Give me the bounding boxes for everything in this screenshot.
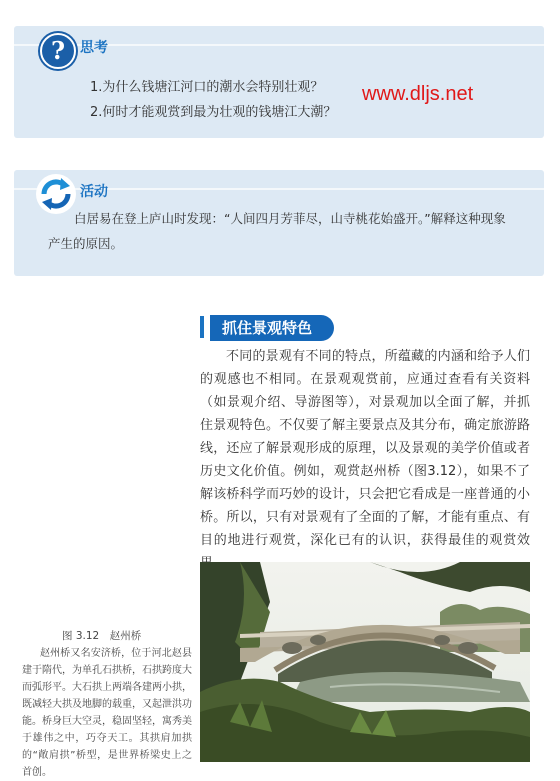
figure-caption: 赵州桥又名安济桥，位于河北赵县建于隋代，为单孔石拱桥，石拱跨度大而弧形平。大石拱上两端各建两小拱，既减轻大拱及地脚的载重，又起泄洪功能。桥身巨大空灵，稳固坚轻，寓秀美于雄伟之中，巧夺天工。其拱肩加拱的“敞肩拱”桥型，是世界桥梁史上之首创。 <box>22 648 192 778</box>
activity-box <box>14 170 544 276</box>
section-body: 不同的景观有不同的特点，所蕴藏的内涵和给予人们的观感也不相同。在景观观赏前，应通过查看有关资料（如景观介绍、导游图等），对景观加以全面了解，并抓住景观特色。不仅要了解主要景点及其分布，确定旅游路线，还应了解景观形成的原理，以及景观的美学价值或者历史文化价值。例如，观赏赵州桥（图3.12），如果不了解该桥科学而巧妙的设计，只会把它看成是一座普通的小桥。所以，只有对景观有了全面的了解，才能有重点、有目的地进行观赏，深化已有的认识，获得最佳的观赏效 <box>200 349 530 548</box>
think-box <box>14 26 544 138</box>
question-icon: ? <box>40 33 76 69</box>
think-title: 思考 <box>80 40 108 56</box>
section-title: 抓住景观特色 <box>210 315 334 341</box>
figure-title: 图 3.12 赵州桥 <box>62 630 142 642</box>
think-question-1: 1.为什么钱塘江河口的潮水会特别壮观？ <box>90 80 324 95</box>
section-marker <box>200 316 204 338</box>
zhaozhou-bridge-photo <box>200 562 530 762</box>
activity-title: 活动 <box>80 184 108 200</box>
think-question-2: 2.何时才能观赏到最为壮观的钱塘江大潮？ <box>90 105 337 120</box>
activity-text: 白居易在登上庐山时发现：“人间四月芳菲尽，山寺桃花始盛开。”解释这种现象产生的原因。 <box>48 211 506 251</box>
watermark: www.dljs.net <box>362 83 474 105</box>
